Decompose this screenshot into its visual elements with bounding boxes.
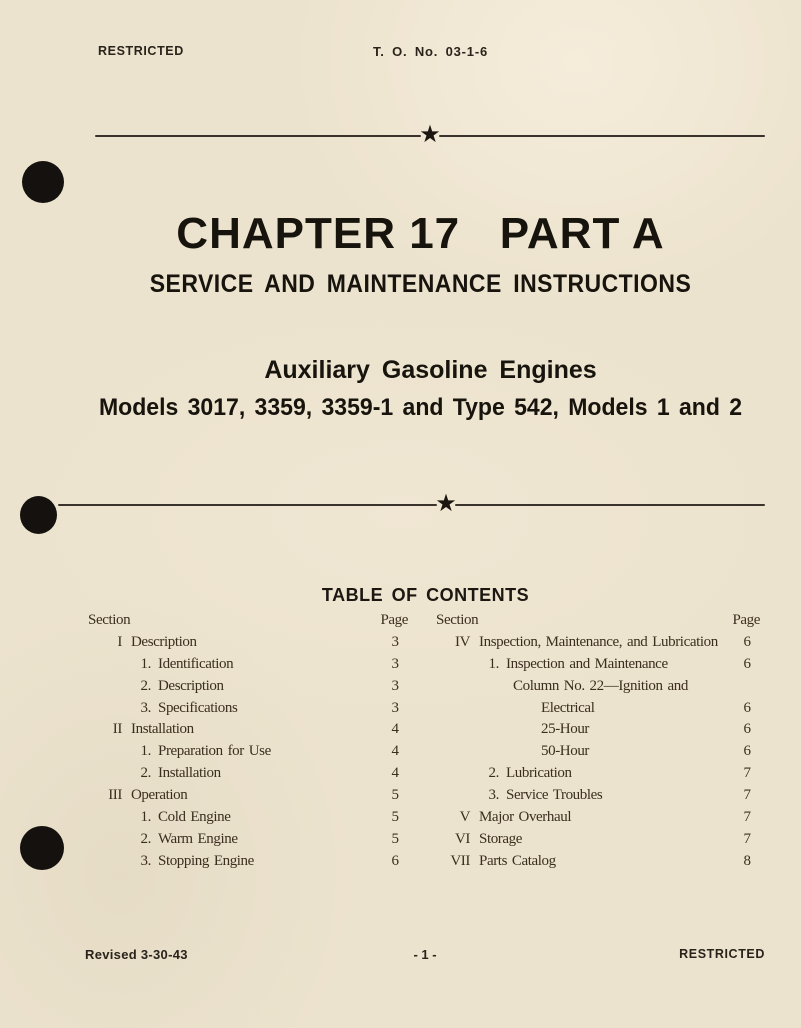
toc-entry: 50-Hour 6	[541, 743, 751, 760]
binder-hole-top	[22, 161, 64, 203]
toc-entry: Column No. 22—Ignition and	[513, 677, 688, 694]
divider-line	[58, 504, 437, 506]
chapter-title: CHAPTER 17 PART A	[176, 209, 665, 258]
toc-entry: III Operation 5	[108, 787, 399, 804]
toc-column-header: Section Page	[436, 612, 760, 628]
star-divider-top	[95, 121, 765, 148]
revision-date: Revised 3-30-43	[85, 947, 188, 962]
divider-line	[439, 135, 765, 137]
toc-entry: 1. Inspection and Maintenance 6	[488, 655, 751, 672]
engine-models: Models 3017, 3359, 3359-1 and Type 542, Models 1 and 2	[98, 394, 743, 421]
toc-entry: V Major Overhaul 7	[459, 809, 751, 826]
toc-entry: VI Storage 7	[454, 830, 751, 847]
technical-order-number: T. O. No. 03-1-6	[373, 44, 488, 59]
table-of-contents	[88, 612, 760, 875]
star-divider-middle	[58, 490, 765, 517]
page-number: - 1 -	[413, 947, 437, 962]
classification-footer: RESTRICTED	[679, 947, 765, 961]
toc-entry: II Installation 4	[112, 721, 399, 738]
toc-entry: 3. Service Troubles 7	[488, 787, 751, 804]
toc-entry: 2. Warm Engine 5	[140, 830, 399, 847]
toc-column-right	[436, 612, 760, 875]
toc-column-left	[88, 612, 408, 875]
star-icon: ★	[419, 121, 441, 148]
divider-line	[95, 135, 421, 137]
toc-entry: 2. Lubrication 7	[488, 765, 751, 782]
toc-entry: 1. Preparation for Use 4	[140, 743, 399, 760]
toc-entry: 1. Identification 3	[140, 655, 399, 672]
toc-entry: I Description 3	[117, 633, 399, 650]
binder-hole-middle	[20, 496, 57, 534]
toc-entry: 3. Specifications 3	[140, 699, 399, 716]
toc-column-header: Section Page	[88, 612, 408, 628]
masthead	[98, 44, 763, 62]
toc-entry: 1. Cold Engine 5	[140, 809, 399, 826]
engine-title: Auxiliary Gasoline Engines	[264, 356, 597, 384]
chapter-subtitle: SERVICE AND MAINTENANCE INSTRUCTIONS	[149, 270, 692, 298]
toc-heading: TABLE OF CONTENTS	[321, 585, 530, 605]
star-icon: ★	[435, 490, 457, 517]
footer	[85, 947, 765, 965]
toc-entry: 2. Installation 4	[140, 765, 399, 782]
toc-entry: 3. Stopping Engine 6	[140, 852, 399, 869]
divider-line	[455, 504, 765, 506]
toc-entry: 2. Description 3	[140, 677, 399, 694]
toc-entry: 25-Hour 6	[541, 721, 751, 738]
toc-entry: IV Inspection, Maintenance, and Lubrication 6	[454, 633, 751, 650]
toc-entry: Electrical 6	[541, 699, 751, 716]
classification-header: RESTRICTED	[98, 44, 184, 58]
binder-hole-bottom	[20, 826, 64, 870]
toc-entry: VII Parts Catalog 8	[450, 852, 751, 869]
